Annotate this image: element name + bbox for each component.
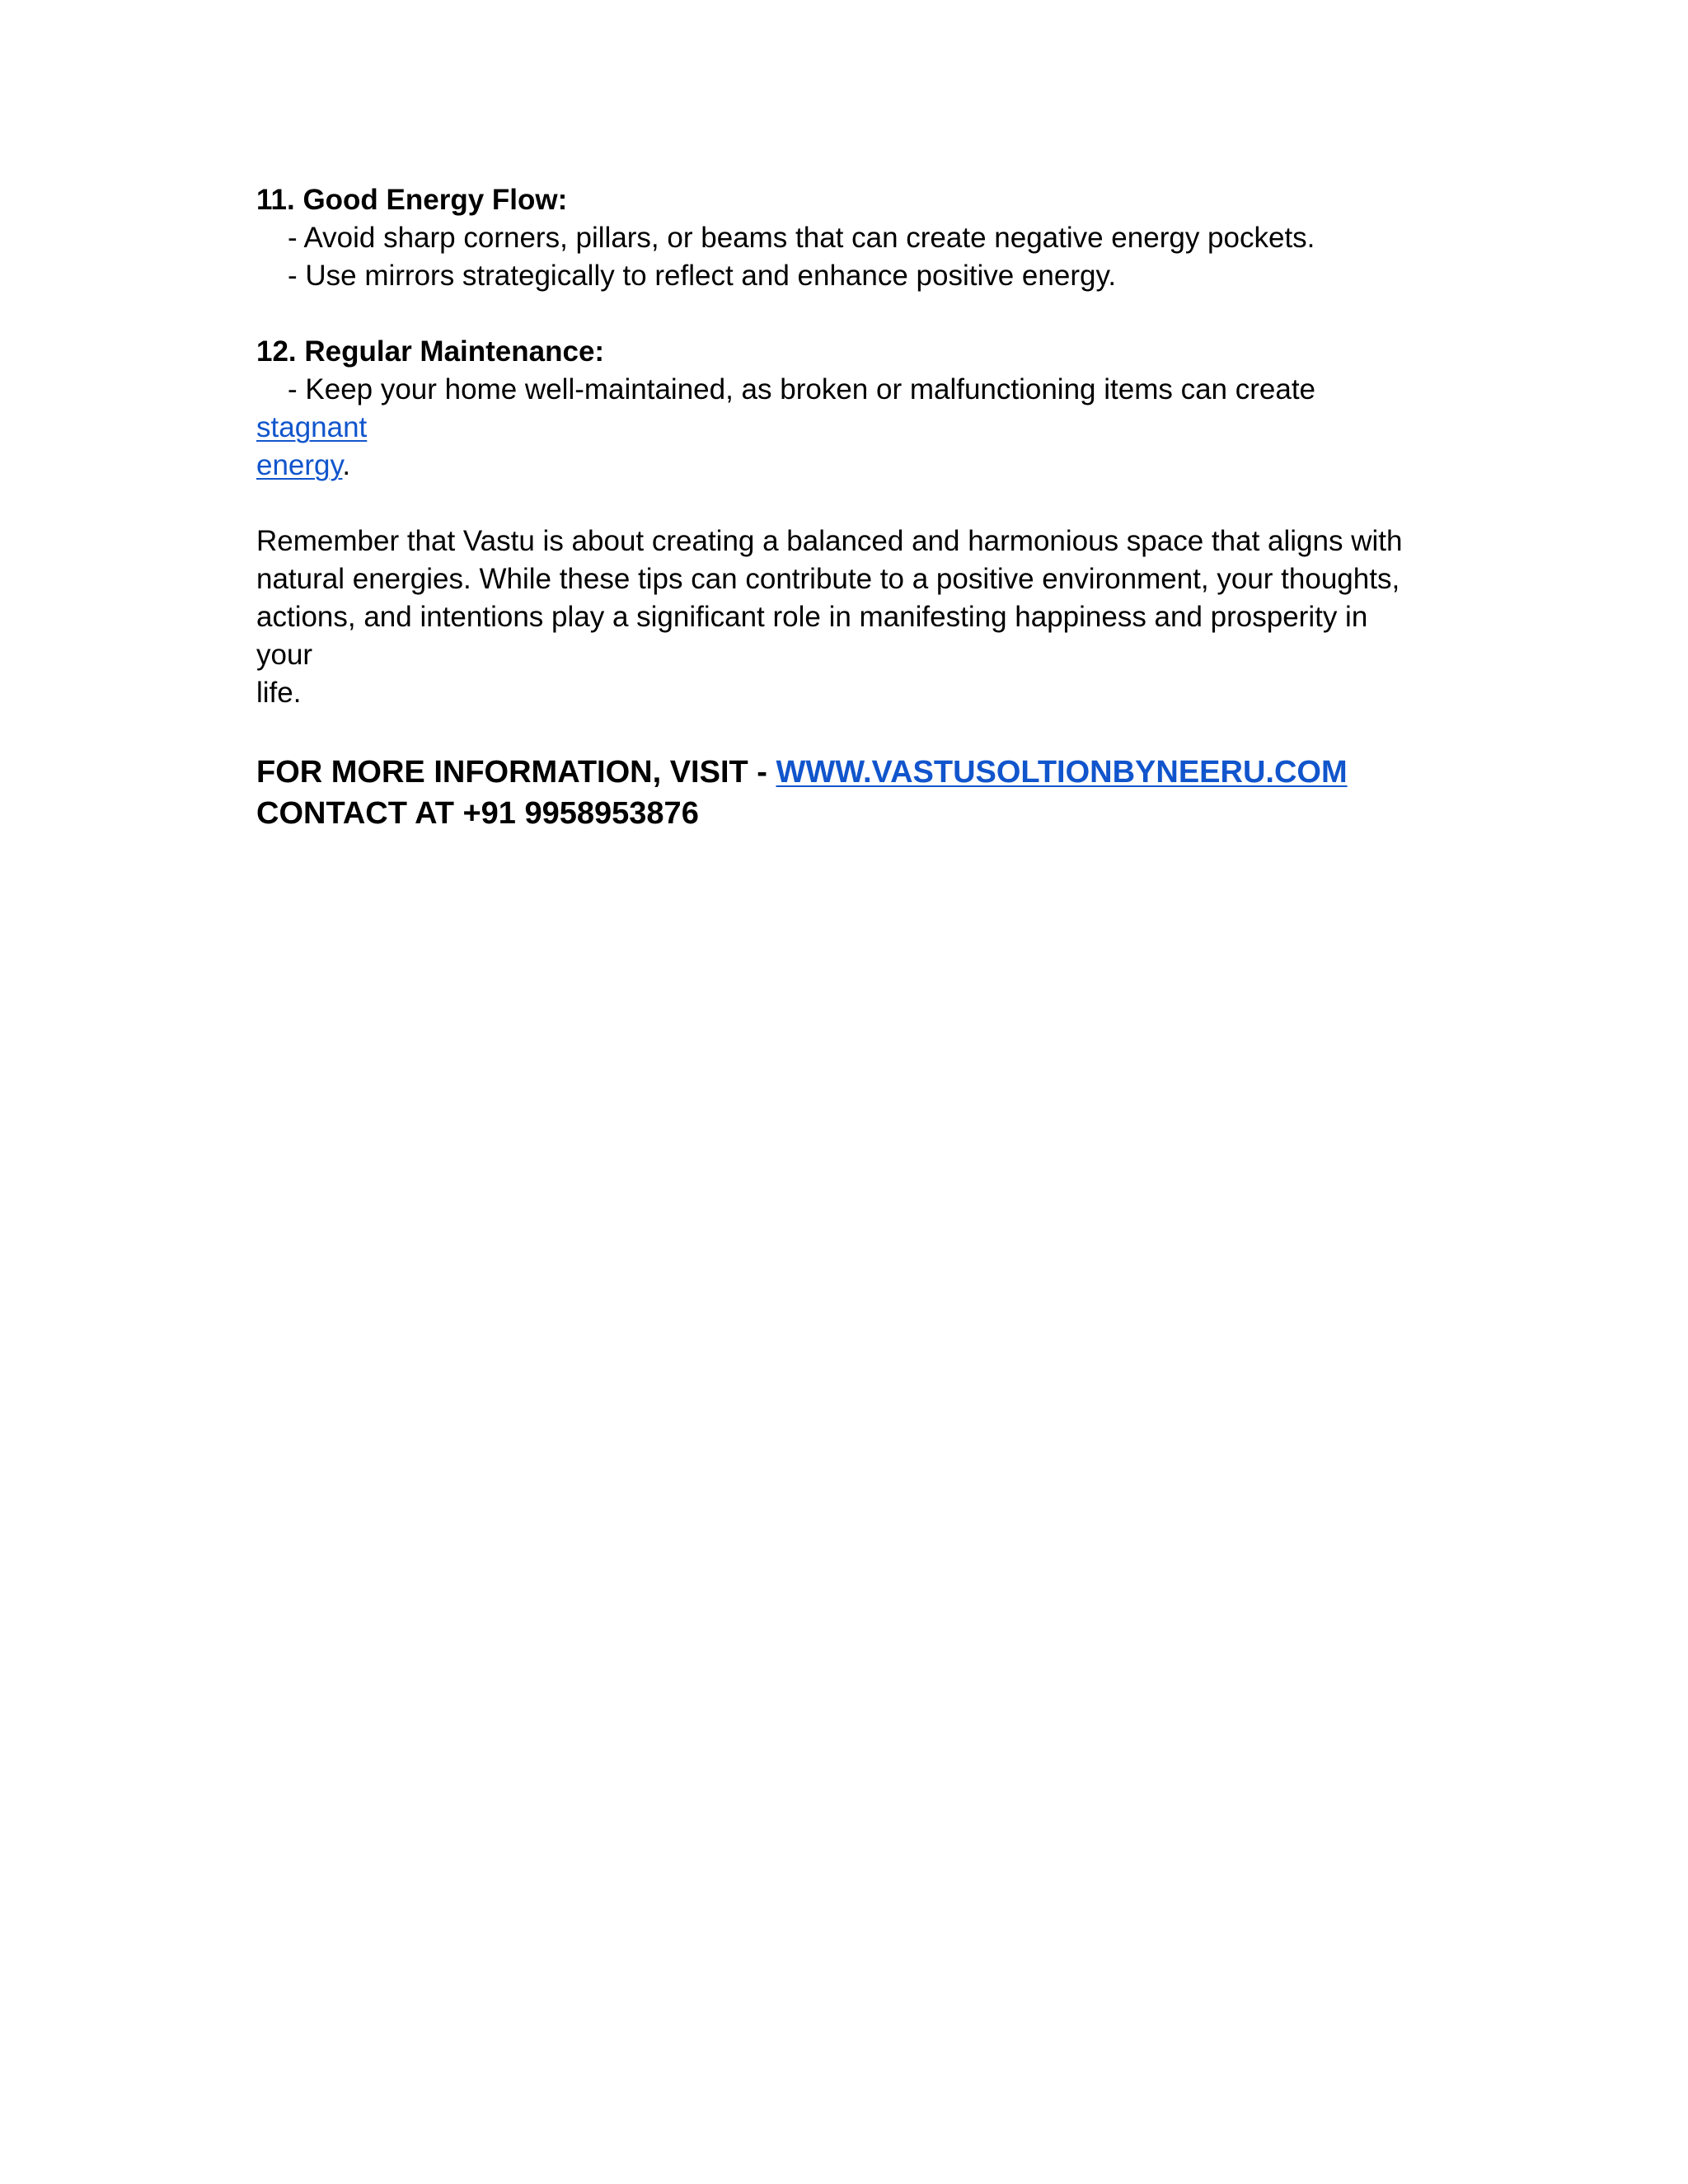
section-11-heading: 11. Good Energy Flow:	[256, 184, 568, 216]
link-text-part1: stagnant	[256, 411, 368, 443]
closing-line-1: Remember that Vastu is about creating a balanced and harmonious space that aligns with	[256, 525, 1403, 557]
spacer	[256, 295, 1427, 333]
section-12-heading: 12. Regular Maintenance:	[256, 335, 605, 368]
contact-line: CONTACT AT +91 9958953876	[256, 796, 699, 831]
visit-label: FOR MORE INFORMATION, VISIT -	[256, 755, 776, 790]
spacer	[256, 485, 1427, 523]
link-text-part2: energy	[256, 449, 343, 481]
more-info-line	[256, 752, 1427, 793]
section-12-bullet-text: - Keep your home well-maintained, as broken or malfunctioning items can create	[288, 373, 1316, 405]
section-12-bullet	[256, 371, 1427, 485]
closing-line-3: actions, and intentions play a significant role in manifesting happiness and prosperity in your	[256, 601, 1368, 671]
closing-line-4: life.	[256, 677, 302, 709]
website-link[interactable]: WWW.VASTUSOLTIONBYNEERU.COM	[776, 755, 1348, 790]
spacer	[256, 712, 1427, 752]
section-11-bullet-2: - Use mirrors strategically to reflect and enhance positive energy.	[288, 260, 1117, 292]
document-page	[256, 181, 1427, 834]
section-11-bullet-1: - Avoid sharp corners, pillars, or beams that can create negative energy pockets.	[288, 222, 1315, 254]
section-12-bullet-end: .	[342, 449, 351, 481]
closing-line-2: natural energies. While these tips can contribute to a positive environment, your thoughts,	[256, 563, 1400, 595]
